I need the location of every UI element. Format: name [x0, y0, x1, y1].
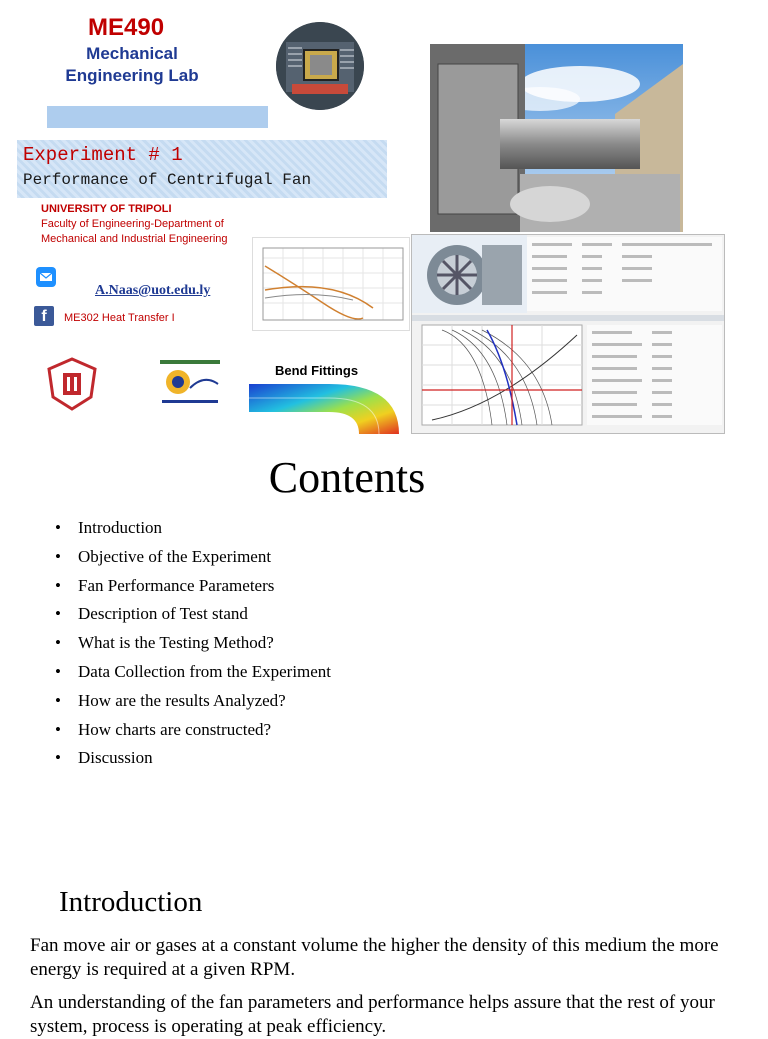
header-bar [47, 106, 268, 128]
processor-chip-image [276, 22, 364, 110]
course-name-line2: Engineering Lab [65, 66, 199, 85]
university-logo [45, 357, 99, 411]
department-name: Mechanical and Industrial Engineering [41, 233, 228, 245]
list-item: • What is the Testing Method? [55, 631, 331, 660]
performance-curve-thumbnail [252, 237, 410, 331]
list-item: • How are the results Analyzed? [55, 689, 331, 718]
faculty-name: Faculty of Engineering-Department of [41, 218, 224, 230]
email-link[interactable]: A.Naas@uot.edu.ly [95, 283, 211, 298]
list-item: • Introduction [55, 516, 331, 545]
course-link[interactable]: ME302 Heat Transfer I [64, 312, 175, 324]
facebook-icon[interactable]: f [34, 306, 54, 326]
faculty-logo [160, 360, 220, 406]
university-info [41, 202, 228, 247]
university-name: UNIVERSITY OF TRIPOLI [41, 203, 172, 215]
experiment-subtitle: Performance of Centrifugal Fan [23, 171, 312, 189]
list-item: • How charts are constructed? [55, 718, 331, 747]
fan-selection-software-image [411, 234, 725, 434]
introduction-heading: Introduction [59, 886, 203, 918]
list-item: • Fan Performance Parameters [55, 574, 331, 603]
email-icon [36, 267, 56, 287]
list-item: • Data Collection from the Experiment [55, 660, 331, 689]
introduction-paragraph-2: An understanding of the fan parameters and performance helps assure that the rest of your system, process is operating at peak efficiency. [30, 992, 715, 1037]
course-name-line1: Mechanical [86, 44, 178, 63]
bend-fittings-label: Bend Fittings [275, 363, 359, 378]
introduction-paragraph-1: Fan move air or gases at a constant volume the higher the density of this medium the more energy is required at a given RPM. [30, 935, 719, 980]
list-item: • Objective of the Experiment [55, 545, 331, 574]
experiment-title: Experiment # 1 [23, 144, 183, 166]
list-item: • Description of Test stand [55, 602, 331, 631]
course-code: ME490 [88, 14, 165, 41]
centrifugal-fan-photo [430, 44, 683, 232]
course-name [52, 43, 212, 87]
contents-title: Contents [268, 453, 426, 502]
contents-list [55, 516, 331, 775]
list-item: • Discussion [55, 746, 331, 775]
